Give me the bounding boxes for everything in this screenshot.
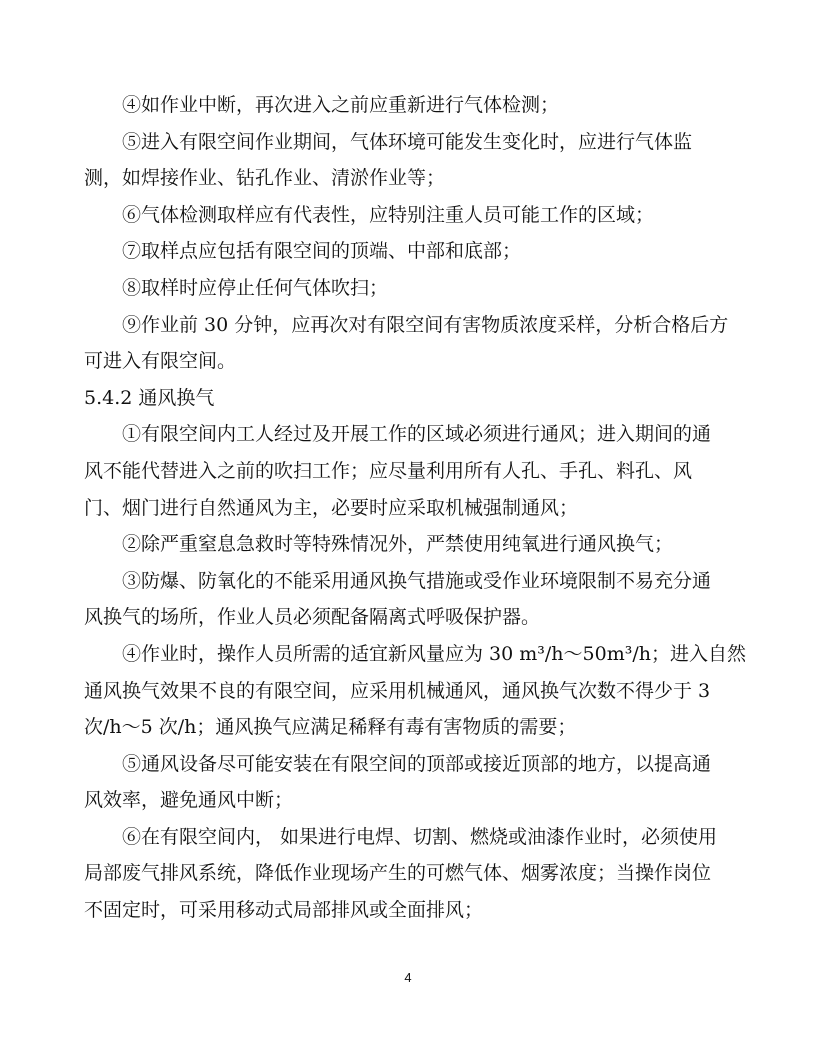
text-line: 风换气的场所，作业人员必须配备隔离式呼吸保护器。 (84, 606, 541, 629)
text-line: 次/h～5 次/h；通风换气应满足稀释有毒有害物质的需要； (84, 716, 577, 739)
text-line: ⑤通风设备尽可能安装在有限空间的顶部或接近顶部的地方，以提高通 (122, 752, 712, 775)
text-line: ④作业时，操作人员所需的适宜新风量应为 30 m³/h～50m³/h；进入自然 (122, 642, 746, 665)
text-line: 门、烟门进行自然通风为主，必要时应采取机械强制通风； (84, 496, 579, 519)
text-line: 风不能代替进入之前的吹扫工作；应尽量利用所有人孔、手孔、料孔、风 (84, 459, 693, 482)
page-number: 4 (404, 970, 412, 985)
text-line: ③防爆、防氧化的不能采用通风换气措施或受作业环境限制不易充分通 (122, 569, 712, 592)
text-line: 测，如焊接作业、钻孔作业、清淤作业等； (84, 167, 446, 190)
text-line: ⑤进入有限空间作业期间，气体环境可能发生变化时，应进行气体监 (122, 130, 693, 153)
text-line: 通风换气效果不良的有限空间，应采用机械通风，通风换气次数不得少于 3 (84, 679, 711, 702)
text-line: ⑨作业前 30 分钟，应再次对有限空间有害物质浓度采样，分析合格后方 (122, 313, 729, 336)
document-body (84, 87, 746, 929)
text-line: 可进入有限空间。 (84, 350, 237, 373)
text-line: ①有限空间内工人经过及开展工作的区域必须进行通风；进入期间的通 (122, 423, 712, 446)
text-line: 局部废气排风系统，降低作业现场产生的可燃气体、烟雾浓度；当操作岗位 (84, 862, 712, 885)
text-line: ⑥气体检测取样应有代表性，应特别注重人员可能工作的区域； (122, 203, 655, 226)
text-line: ⑧取样时应停止任何气体吹扫； (122, 276, 389, 299)
text-line: 不固定时，可采用移动式局部排风或全面排风； (84, 899, 484, 922)
text-line: ④如作业中断，再次进入之前应重新进行气体检测； (122, 94, 560, 116)
text-line: ⑦取样点应包括有限空间的顶端、中部和底部； (122, 240, 522, 263)
section-heading: 5.4.2 通风换气 (84, 386, 215, 409)
text-line: ②除严重窒息急救时等特殊情况外，严禁使用纯氧进行通风换气； (122, 533, 674, 556)
text-line: ⑥在有限空间内， 如果进行电焊、切割、燃烧或油漆作业时，必须使用 (122, 825, 718, 848)
text-line: 风效率，避免通风中断； (84, 789, 294, 812)
